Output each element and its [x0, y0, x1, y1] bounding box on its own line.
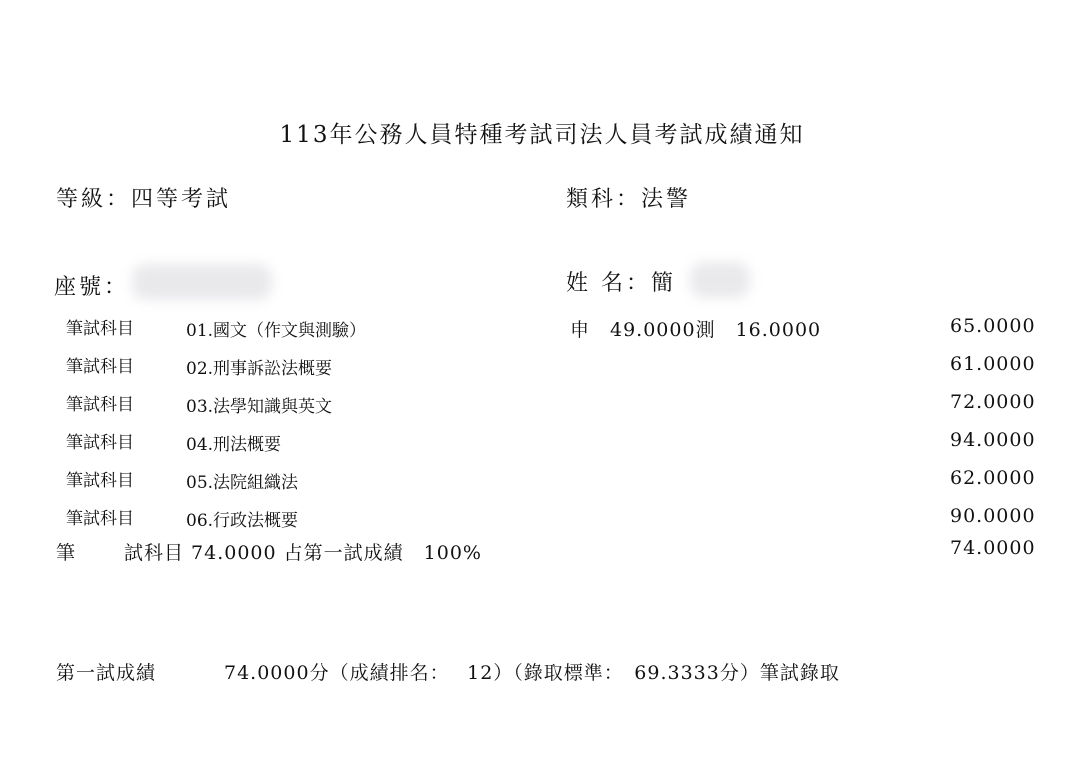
seat-number-label: 座號：	[54, 275, 130, 300]
written-summary-prefix: 筆	[56, 542, 76, 564]
exam-category: 類科：法警	[566, 187, 692, 212]
subject-name: 06.行政法概要	[186, 511, 299, 531]
subject-type: 筆試科目	[66, 433, 134, 453]
subject-score: 62.0000	[950, 467, 1036, 489]
subject-score: 72.0000	[950, 391, 1036, 413]
subject-name: 02.刑事訴訟法概要	[186, 359, 333, 379]
subject-type: 筆試科目	[66, 509, 134, 529]
subject-score: 61.0000	[950, 353, 1036, 375]
subject-name: 01.國文（作文與測驗）	[186, 321, 367, 341]
subject-score: 90.0000	[950, 505, 1036, 527]
seat-number-redacted	[132, 264, 272, 300]
exam-level: 等級：四等考試	[56, 187, 232, 212]
subject-type: 筆試科目	[66, 319, 134, 339]
first-exam-result: 74.0000分（成績排名： 12）（錄取標準： 69.3333分）筆試錄取	[224, 662, 840, 684]
subject-score: 94.0000	[950, 429, 1036, 451]
candidate-name-redacted	[690, 262, 750, 298]
subject-score: 65.0000	[950, 315, 1036, 337]
written-summary-score: 74.0000	[950, 537, 1036, 559]
page-title: 113年公務人員特種考試司法人員考試成績通知	[279, 122, 805, 148]
subject-name: 05.法院組織法	[186, 473, 299, 493]
subject-name: 04.刑法概要	[186, 435, 282, 455]
subject-type: 筆試科目	[66, 357, 134, 377]
subject-name: 03.法學知識與英文	[186, 397, 333, 417]
written-summary-text: 試科目 74.0000 占第一試成績 100%	[124, 542, 482, 564]
subject-type: 筆試科目	[66, 471, 134, 491]
first-exam-label: 第一試成績	[56, 662, 157, 684]
subject-detail: 申 49.0000測 16.0000	[570, 319, 822, 341]
candidate-name-label: 姓 名：簡	[566, 271, 676, 296]
subject-type: 筆試科目	[66, 395, 134, 415]
